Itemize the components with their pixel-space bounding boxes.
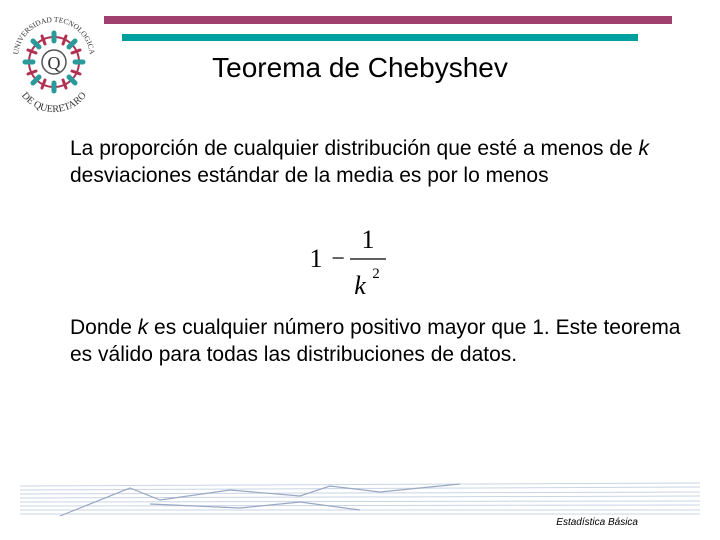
slide-title: Teorema de Chebyshev — [212, 52, 508, 83]
footer-course-name: Estadística Básica — [556, 517, 638, 528]
p2-variable-k: k — [137, 316, 149, 339]
formula-one: 1 — [309, 244, 323, 273]
logo-arc-top-text: UNIVERSIDAD TECNOLOGICA — [11, 14, 97, 56]
paragraph-definition — [70, 135, 690, 189]
p2-text-end: es cualquier número positivo mayor que 1. Este teorema es válido para todas las distribuciones de datos. — [70, 316, 681, 366]
p1-text-start: La proporción de cualquier distribución que esté a menos de — [70, 137, 639, 160]
formula-minus: − — [331, 246, 345, 272]
header-accent-bar — [104, 16, 672, 24]
chebyshev-formula — [300, 222, 396, 300]
logo-letter: Q — [47, 53, 61, 73]
p2-text-start: Donde — [70, 316, 138, 339]
formula-denominator-k: k — [354, 271, 366, 300]
p1-text-end: desviaciones estándar de la media es por lo menos — [70, 164, 549, 187]
paragraph-explanation — [70, 314, 690, 368]
university-logo — [6, 6, 102, 122]
formula-exponent: 2 — [372, 266, 380, 282]
formula-numerator: 1 — [361, 225, 375, 254]
header-sub-bar — [122, 34, 638, 41]
footer-decoration — [0, 476, 720, 522]
p1-variable-k: k — [638, 137, 650, 160]
logo-arc-bottom-text: DE QUERETARO — [19, 90, 89, 116]
